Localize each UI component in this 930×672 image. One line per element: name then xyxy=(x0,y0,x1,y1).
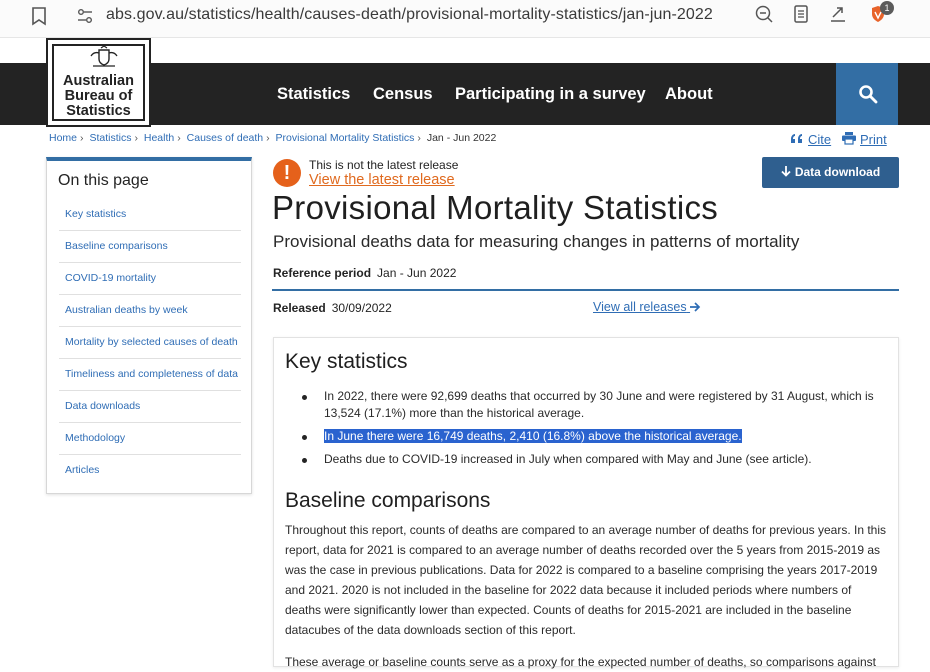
baseline-paragraph-2: These average or baseline counts serve as a proxy for the expected number of deaths, so comparisons against xyxy=(285,655,876,669)
abs-logo[interactable] xyxy=(46,38,151,127)
share-icon[interactable] xyxy=(828,4,848,24)
content-card xyxy=(273,337,899,667)
view-all-releases-link[interactable]: View all releases xyxy=(593,300,701,314)
zoom-out-icon[interactable] xyxy=(754,4,774,24)
printer-icon xyxy=(842,132,856,144)
nav-participating[interactable]: Participating in a survey xyxy=(455,85,646,103)
shield-count-badge: 1 xyxy=(880,1,894,15)
arrow-right-icon xyxy=(690,302,701,312)
list-item: Deaths due to COVID-19 increased in July when compared with May and June (see article). xyxy=(324,451,884,468)
not-latest-release-notice: This is not the latest release xyxy=(309,158,459,172)
address-bar[interactable] xyxy=(64,3,909,29)
toc-item-covid-19-mortality[interactable]: COVID-19 mortality xyxy=(59,263,241,295)
nav-about[interactable]: About xyxy=(665,85,713,103)
toc-item-key-statistics[interactable]: Key statistics xyxy=(59,199,241,231)
on-this-page-panel xyxy=(46,157,252,494)
arrow-down-icon xyxy=(781,166,791,177)
nav-census[interactable]: Census xyxy=(373,85,433,103)
toc-item-data-downloads[interactable]: Data downloads xyxy=(59,391,241,423)
site-settings-icon[interactable] xyxy=(76,7,94,25)
search-icon xyxy=(858,84,878,104)
release-date: Released 30/09/2022 xyxy=(273,301,392,315)
breadcrumb-causes-of-death[interactable]: Causes of death xyxy=(186,132,264,144)
toc-list xyxy=(59,199,241,486)
reader-mode-icon[interactable] xyxy=(791,4,811,24)
list-item: In 2022, there were 92,699 deaths that occurred by 30 June and were registered by 31 August, which is 13,524 (17.1%) more than the historical average. xyxy=(324,388,884,422)
baseline-paragraph: Throughout this report, counts of deaths are compared to an average number of deaths for previous years. In this report, data for 2021 is compared to an average number of deaths recorded over the 5 years from 2015-2019 as was the case in previous publications. Data for 2022 is compared to a baseline comprising the years 2017-2019 and 2021. 2020 is not included in the baseline for 2022 data because it included periods where numbers of deaths were significantly lower than expected. Counts of deaths for 2015-2021 are included in the baseline datacubes of the data downloads section of this report. xyxy=(285,523,887,637)
logo-text: Australian Bureau of Statistics xyxy=(63,73,134,119)
data-download-button[interactable]: Data download xyxy=(762,157,899,188)
key-statistics-heading: Key statistics xyxy=(285,350,408,373)
browser-toolbar xyxy=(0,0,930,38)
coat-of-arms-icon xyxy=(87,46,121,70)
toc-item-mortality-by-cause[interactable]: Mortality by selected causes of death xyxy=(59,327,241,359)
warning-icon: ! xyxy=(273,159,301,187)
quote-icon xyxy=(790,133,804,144)
breadcrumb-home[interactable]: Home xyxy=(49,132,78,144)
page-title: Provisional Mortality Statistics xyxy=(272,189,719,226)
view-latest-release-link[interactable]: View the latest release xyxy=(309,172,455,188)
breadcrumb-current: Jan - Jun 2022 xyxy=(426,132,497,144)
nav-statistics[interactable]: Statistics xyxy=(277,85,351,103)
bookmark-icon[interactable] xyxy=(30,6,48,26)
breadcrumb-statistics[interactable]: Statistics xyxy=(89,132,132,144)
toc-item-articles[interactable]: Articles xyxy=(65,464,100,476)
breadcrumb-health[interactable]: Health xyxy=(143,132,175,144)
search-button[interactable] xyxy=(836,63,898,125)
cite-link[interactable]: Cite xyxy=(790,132,831,147)
sidebar-title: On this page xyxy=(58,172,149,189)
page-subtitle: Provisional deaths data for measuring changes in patterns of mortality xyxy=(273,232,800,251)
url-text[interactable]: abs.gov.au/statistics/health/causes-death/provisional-mortality-statistics/jan-jun-2022 xyxy=(106,6,713,23)
toc-item-deaths-by-week[interactable]: Australian deaths by week xyxy=(59,295,241,327)
reference-period: Reference period Jan - Jun 2022 xyxy=(273,266,457,280)
breadcrumb: Home › Statistics › Health › Causes of death › Provisional Mortality Statistics › Jan - Jun 2022 xyxy=(49,132,497,144)
toc-item-timeliness[interactable]: Timeliness and completeness of data xyxy=(59,359,241,391)
key-statistics-list xyxy=(324,388,884,474)
breadcrumb-provisional-mortality[interactable]: Provisional Mortality Statistics xyxy=(275,132,415,144)
toc-item-baseline-comparisons[interactable]: Baseline comparisons xyxy=(59,231,241,263)
selected-text: In June there were 16,749 deaths, 2,410 (16.8%) above the historical average. xyxy=(324,429,742,443)
toc-item-methodology[interactable]: Methodology xyxy=(59,423,241,455)
divider xyxy=(272,289,899,291)
list-item xyxy=(324,428,884,445)
print-link[interactable]: Print xyxy=(842,132,887,147)
baseline-comparisons-heading: Baseline comparisons xyxy=(285,489,491,512)
